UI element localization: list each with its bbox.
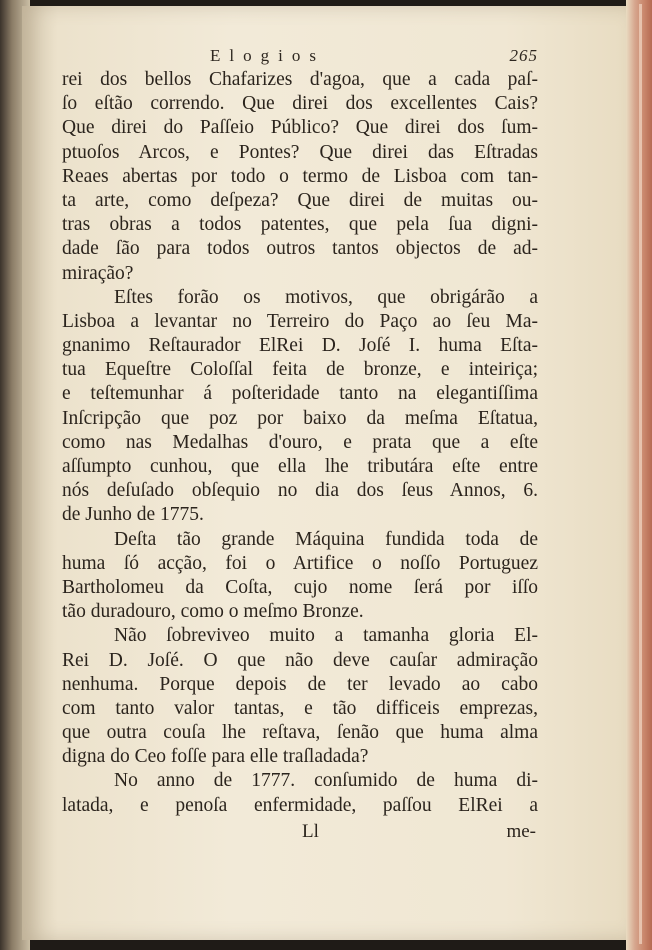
text-line: Que direi do Paſſeio Público? Que direi dos ſum-	[62, 117, 538, 139]
text-line: ta arte, como deſpeza? Que direi de muitas ou-	[62, 189, 538, 211]
text-line: com tanto valor tantas, e tão difficeis emprezas,	[62, 697, 538, 719]
text-line: digna do Ceo foſſe para elle traſladada?	[62, 746, 369, 768]
text-line: e teſtemunhar á poſteridade tanto na elegantiſſima	[62, 383, 538, 405]
text-line: Lisboa a levantar no Terreiro do Paço ao ſeu Ma-	[62, 310, 538, 332]
text-line: gnanimo Reſtaurador ElRei D. Joſé I. huma Eſta-	[62, 335, 538, 357]
text-line: miração?	[62, 262, 134, 284]
text-line: ſo eſtão correndo. Que direi dos excellentes Cais?	[62, 93, 538, 115]
paragraph	[62, 286, 538, 528]
text-line: rei dos bellos Chafarizes d'agoa, que a cada paſ-	[62, 69, 538, 90]
text-line: tão duradouro, como o meſmo Bronze.	[62, 601, 364, 623]
page-number: 265	[509, 46, 538, 65]
text-line: Rei D. Joſé. O que não deve cauſar admiração	[62, 649, 538, 671]
page-edge-stripe	[639, 4, 642, 944]
text-line: tua Equeſtre Coloſſal feita de bronze, e inteiriça;	[62, 359, 538, 381]
page-text	[62, 38, 538, 846]
signature-mark: Ll	[302, 820, 319, 842]
text-line: dade ſão para todos outros tantos objectos de ad-	[62, 238, 538, 260]
catchword: me-	[506, 820, 536, 842]
text-line: Eſtes forão os motivos, que obrigárão a	[114, 286, 538, 308]
text-line: nenhuma. Porque depois de ter levado ao cabo	[62, 673, 538, 695]
text-line: huma ſó acção, foi o Artifice o noſſo Portuguez	[62, 552, 538, 574]
page-edge	[626, 0, 652, 950]
paragraph	[62, 528, 538, 625]
text-line: latada, e penoſa enfermidade, paſſou ElRei a	[62, 794, 538, 816]
text-line: que outra couſa lhe reſtava, ſenão que huma alma	[62, 722, 538, 744]
text-line: Reaes abertas por todo o termo de Lisboa com tan-	[62, 165, 538, 187]
page-footer	[62, 818, 538, 846]
text-line: aſſumpto cunhou, que ella lhe tributára eſte entre	[62, 456, 538, 477]
text-line: No anno de 1777. conſumido de huma di-	[114, 770, 538, 792]
paragraph	[62, 769, 538, 817]
text-line: Não ſobreviveo muito a tamanha gloria El-	[114, 625, 538, 647]
text-line: de Junho de 1775.	[62, 504, 204, 526]
text-line: nós deſuſado obſequio no dia dos ſeus Annos, 6.	[62, 480, 538, 502]
text-line: ptuoſos Arcos, e Pontes? Que direi das Eſtradas	[62, 141, 538, 163]
text-line: como nas Medalhas d'ouro, e prata que a eſte	[62, 431, 538, 453]
text-line: Inſcripção que poz por baixo da meſma Eſtatua,	[62, 407, 538, 429]
paragraph	[62, 624, 538, 769]
text-line: Deſta tão grande Máquina fundida toda de	[114, 528, 538, 550]
running-title: Elogios	[210, 46, 325, 65]
text-line: Bartholomeu da Coſta, cujo nome ſerá por iſſo	[62, 576, 538, 598]
text-line: tras obras a todos patentes, que pela ſua digni-	[62, 214, 538, 236]
running-header	[62, 38, 538, 68]
paragraph	[62, 68, 538, 286]
